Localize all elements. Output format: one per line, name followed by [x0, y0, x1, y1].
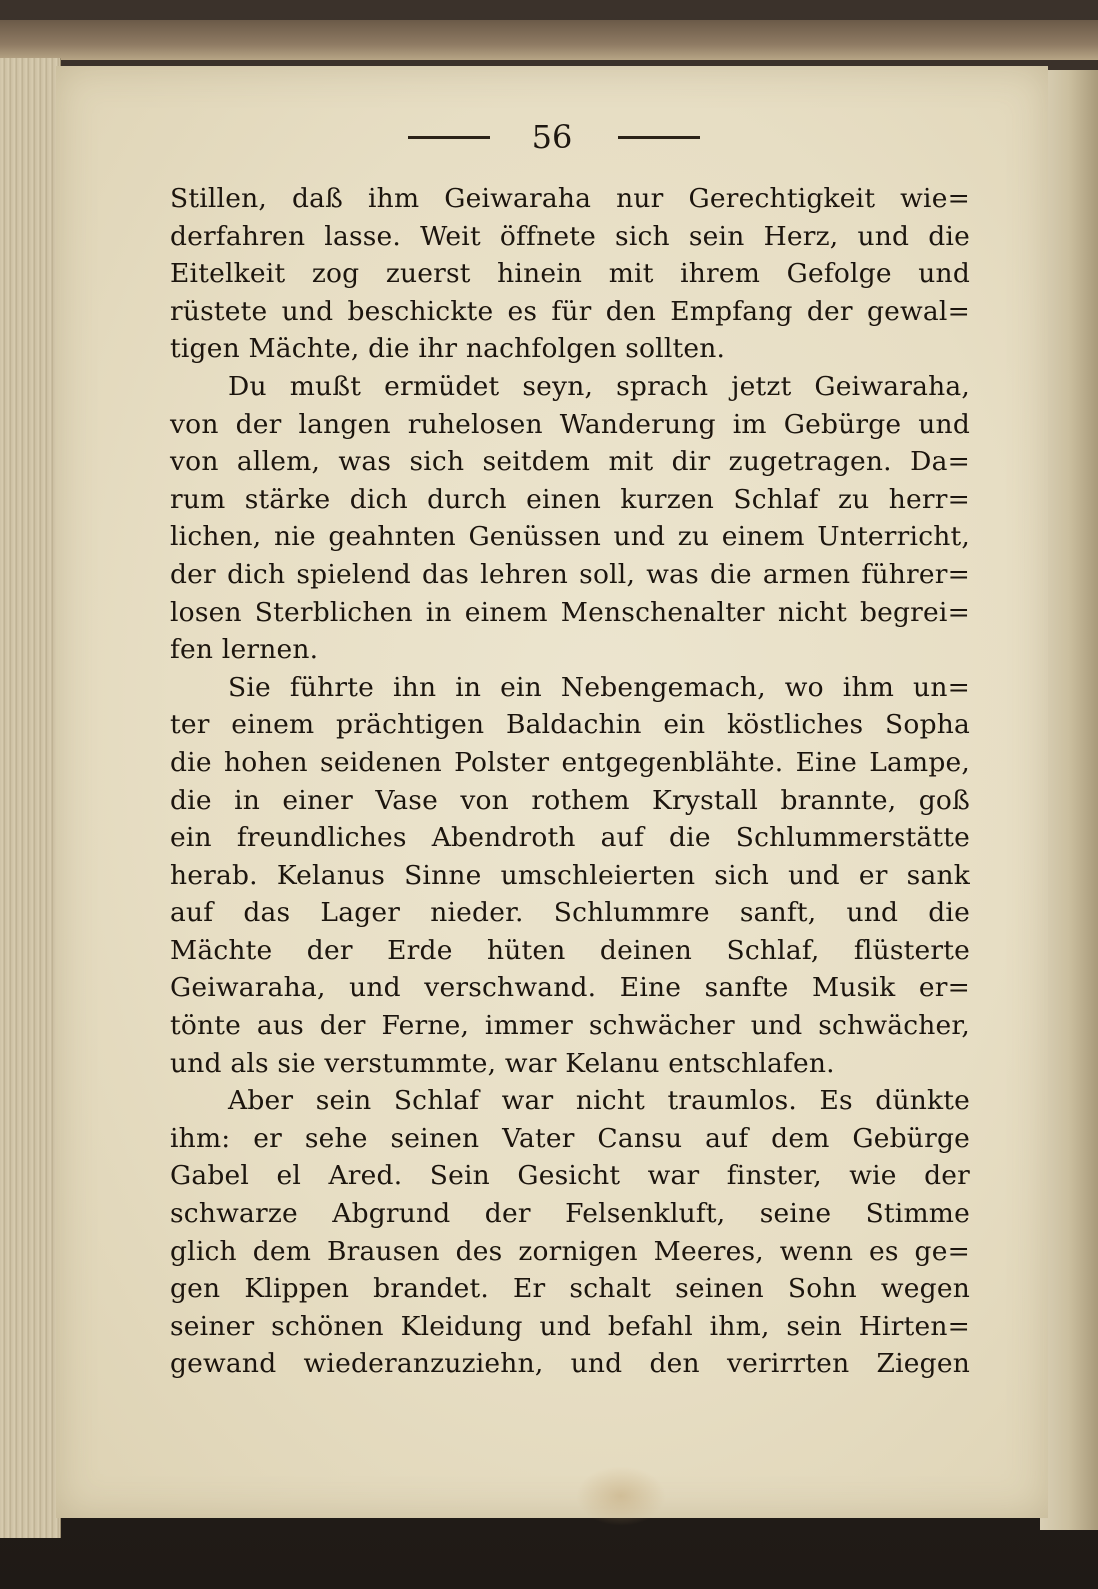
text-line: derfahren lasse. Weit öffnete sich sein Herz, und die — [170, 220, 970, 252]
page-stain — [576, 1466, 666, 1526]
text-line: tönte aus der Ferne, immer schwächer und schwächer, — [170, 1010, 970, 1042]
text-line: seiner schönen Kleidung und befahl ihm, sein Hirten= — [170, 1310, 970, 1342]
text-line: die hohen seidenen Polster entgegenblähte. Eine Lampe, — [170, 746, 970, 778]
text-line: gen Klippen brandet. Er schalt seinen Sohn wegen — [170, 1273, 970, 1305]
text-line: und als sie verstummte, war Kelanu entschlafen. — [170, 1047, 835, 1079]
text-line: schwarze Abgrund der Felsenkluft, seine Stimme — [170, 1198, 970, 1230]
text-line: lichen, nie geahnten Genüssen und zu einem Unterricht, — [170, 521, 970, 553]
book-top-edge — [0, 20, 1098, 60]
page-stack-left — [0, 58, 61, 1538]
text-line: rüstete und beschickte es für den Empfang der gewal= — [170, 295, 970, 327]
text-line: ein freundliches Abendroth auf die Schlummerstätte — [170, 822, 970, 854]
page-number: 56 — [531, 118, 573, 156]
text-line: tigen Mächte, die ihr nachfolgen sollten. — [170, 333, 726, 365]
text-line: Geiwaraha, und verschwand. Eine sanfte Musik er= — [170, 972, 970, 1004]
text-line: der dich spielend das lehren soll, was die armen führer= — [170, 558, 970, 590]
body-text — [170, 180, 970, 1383]
text-line: Eitelkeit zog zuerst hinein mit ihrem Gefolge und — [170, 258, 970, 290]
text-line: rum stärke dich durch einen kurzen Schlaf zu herr= — [170, 483, 970, 515]
text-line: Mächte der Erde hüten deinen Schlaf, flüsterte — [170, 934, 970, 966]
text-line: ihm: er sehe seinen Vater Cansu auf dem Gebürge — [170, 1122, 970, 1154]
text-line: Sie führte ihn in ein Nebengemach, wo ihm un= — [228, 671, 970, 703]
text-line: die in einer Vase von rothem Krystall brannte, goß — [170, 784, 970, 816]
text-line: herab. Kelanus Sinne umschleierten sich und er sank — [170, 859, 970, 891]
text-line: losen Sterblichen in einem Menschenalter nicht begrei= — [170, 596, 970, 628]
text-line: von allem, was sich seitdem mit dir zugetragen. Da= — [170, 446, 970, 478]
text-line: auf das Lager nieder. Schlummre sanft, und die — [170, 897, 970, 929]
page-header — [0, 118, 1098, 158]
text-line: ter einem prächtigen Baldachin ein köstliches Sopha — [170, 709, 970, 741]
text-line: fen lernen. — [170, 634, 319, 666]
text-line: Gabel el Ared. Sein Gesicht war finster, wie der — [170, 1160, 970, 1192]
text-line: gewand wiederanzuziehn, und den verirrten Ziegen — [170, 1348, 970, 1380]
text-line: von der langen ruhelosen Wanderung im Gebürge und — [170, 408, 970, 440]
text-line: Aber sein Schlaf war nicht traumlos. Es dünkte — [228, 1085, 970, 1117]
header-rule-left — [408, 136, 490, 139]
page-right-edge — [1040, 70, 1098, 1530]
text-line: Stillen, daß ihm Geiwaraha nur Gerechtigkeit wie= — [170, 183, 970, 214]
header-rule-right — [618, 136, 700, 139]
text-line: glich dem Brausen des zornigen Meeres, wenn es ge= — [170, 1235, 970, 1267]
text-line: Du mußt ermüdet seyn, sprach jetzt Geiwaraha, — [228, 370, 970, 402]
